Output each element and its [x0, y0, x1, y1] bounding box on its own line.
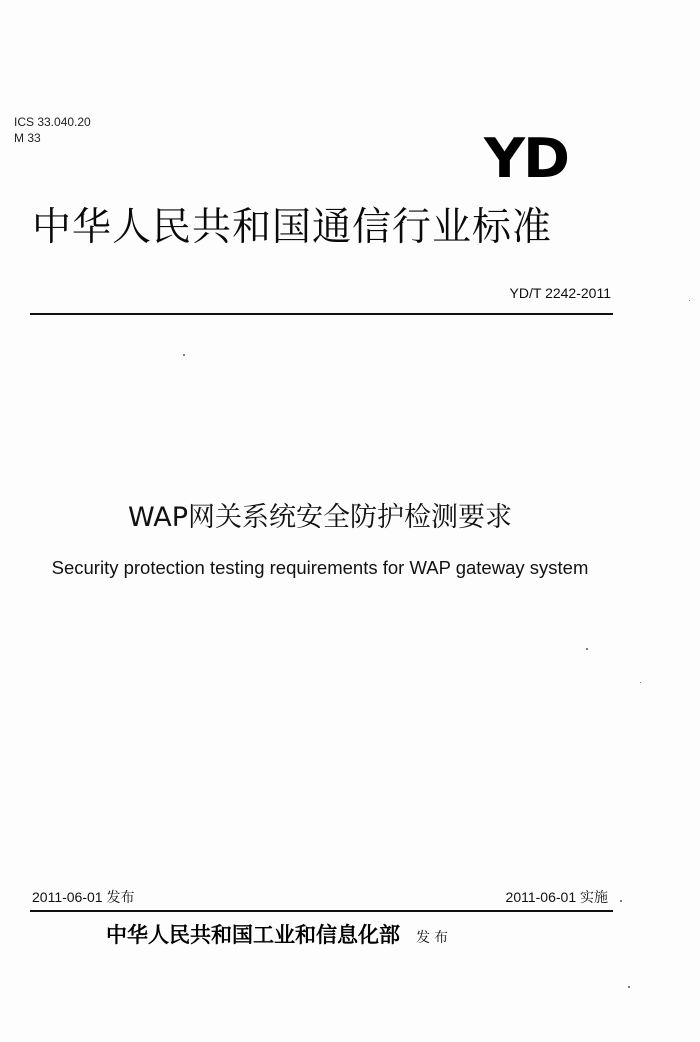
- standard-category-title: 中华人民共和国通信行业标准: [32, 205, 553, 250]
- bottom-divider: [30, 910, 613, 912]
- publisher-organization: 中华人民共和国工业和信息化部: [106, 922, 400, 947]
- document-title-chinese: WAP网关系统安全防护检测要求: [128, 502, 512, 533]
- document-title-english: Security protection testing requirements for WAP gateway system: [51, 557, 589, 578]
- standard-number: YD/T 2242-2011: [509, 285, 611, 301]
- yd-logo: YD: [484, 127, 568, 190]
- scan-speck: [689, 300, 690, 301]
- scan-speck: [183, 354, 185, 356]
- classification-code: M 33: [14, 131, 41, 145]
- ics-code: ICS 33.040.20: [14, 115, 91, 129]
- scan-speck: [586, 648, 588, 650]
- scan-speck: [640, 682, 641, 683]
- issue-date: 2011-06-01 发布: [32, 889, 135, 905]
- publisher-verb: 发布: [416, 930, 452, 946]
- scan-speck: [620, 900, 622, 902]
- implementation-date: 2011-06-01 实施: [505, 889, 608, 905]
- scan-speck: [628, 986, 630, 988]
- classification-block: [14, 114, 91, 146]
- top-divider: [30, 313, 613, 315]
- publisher-line: [106, 920, 452, 953]
